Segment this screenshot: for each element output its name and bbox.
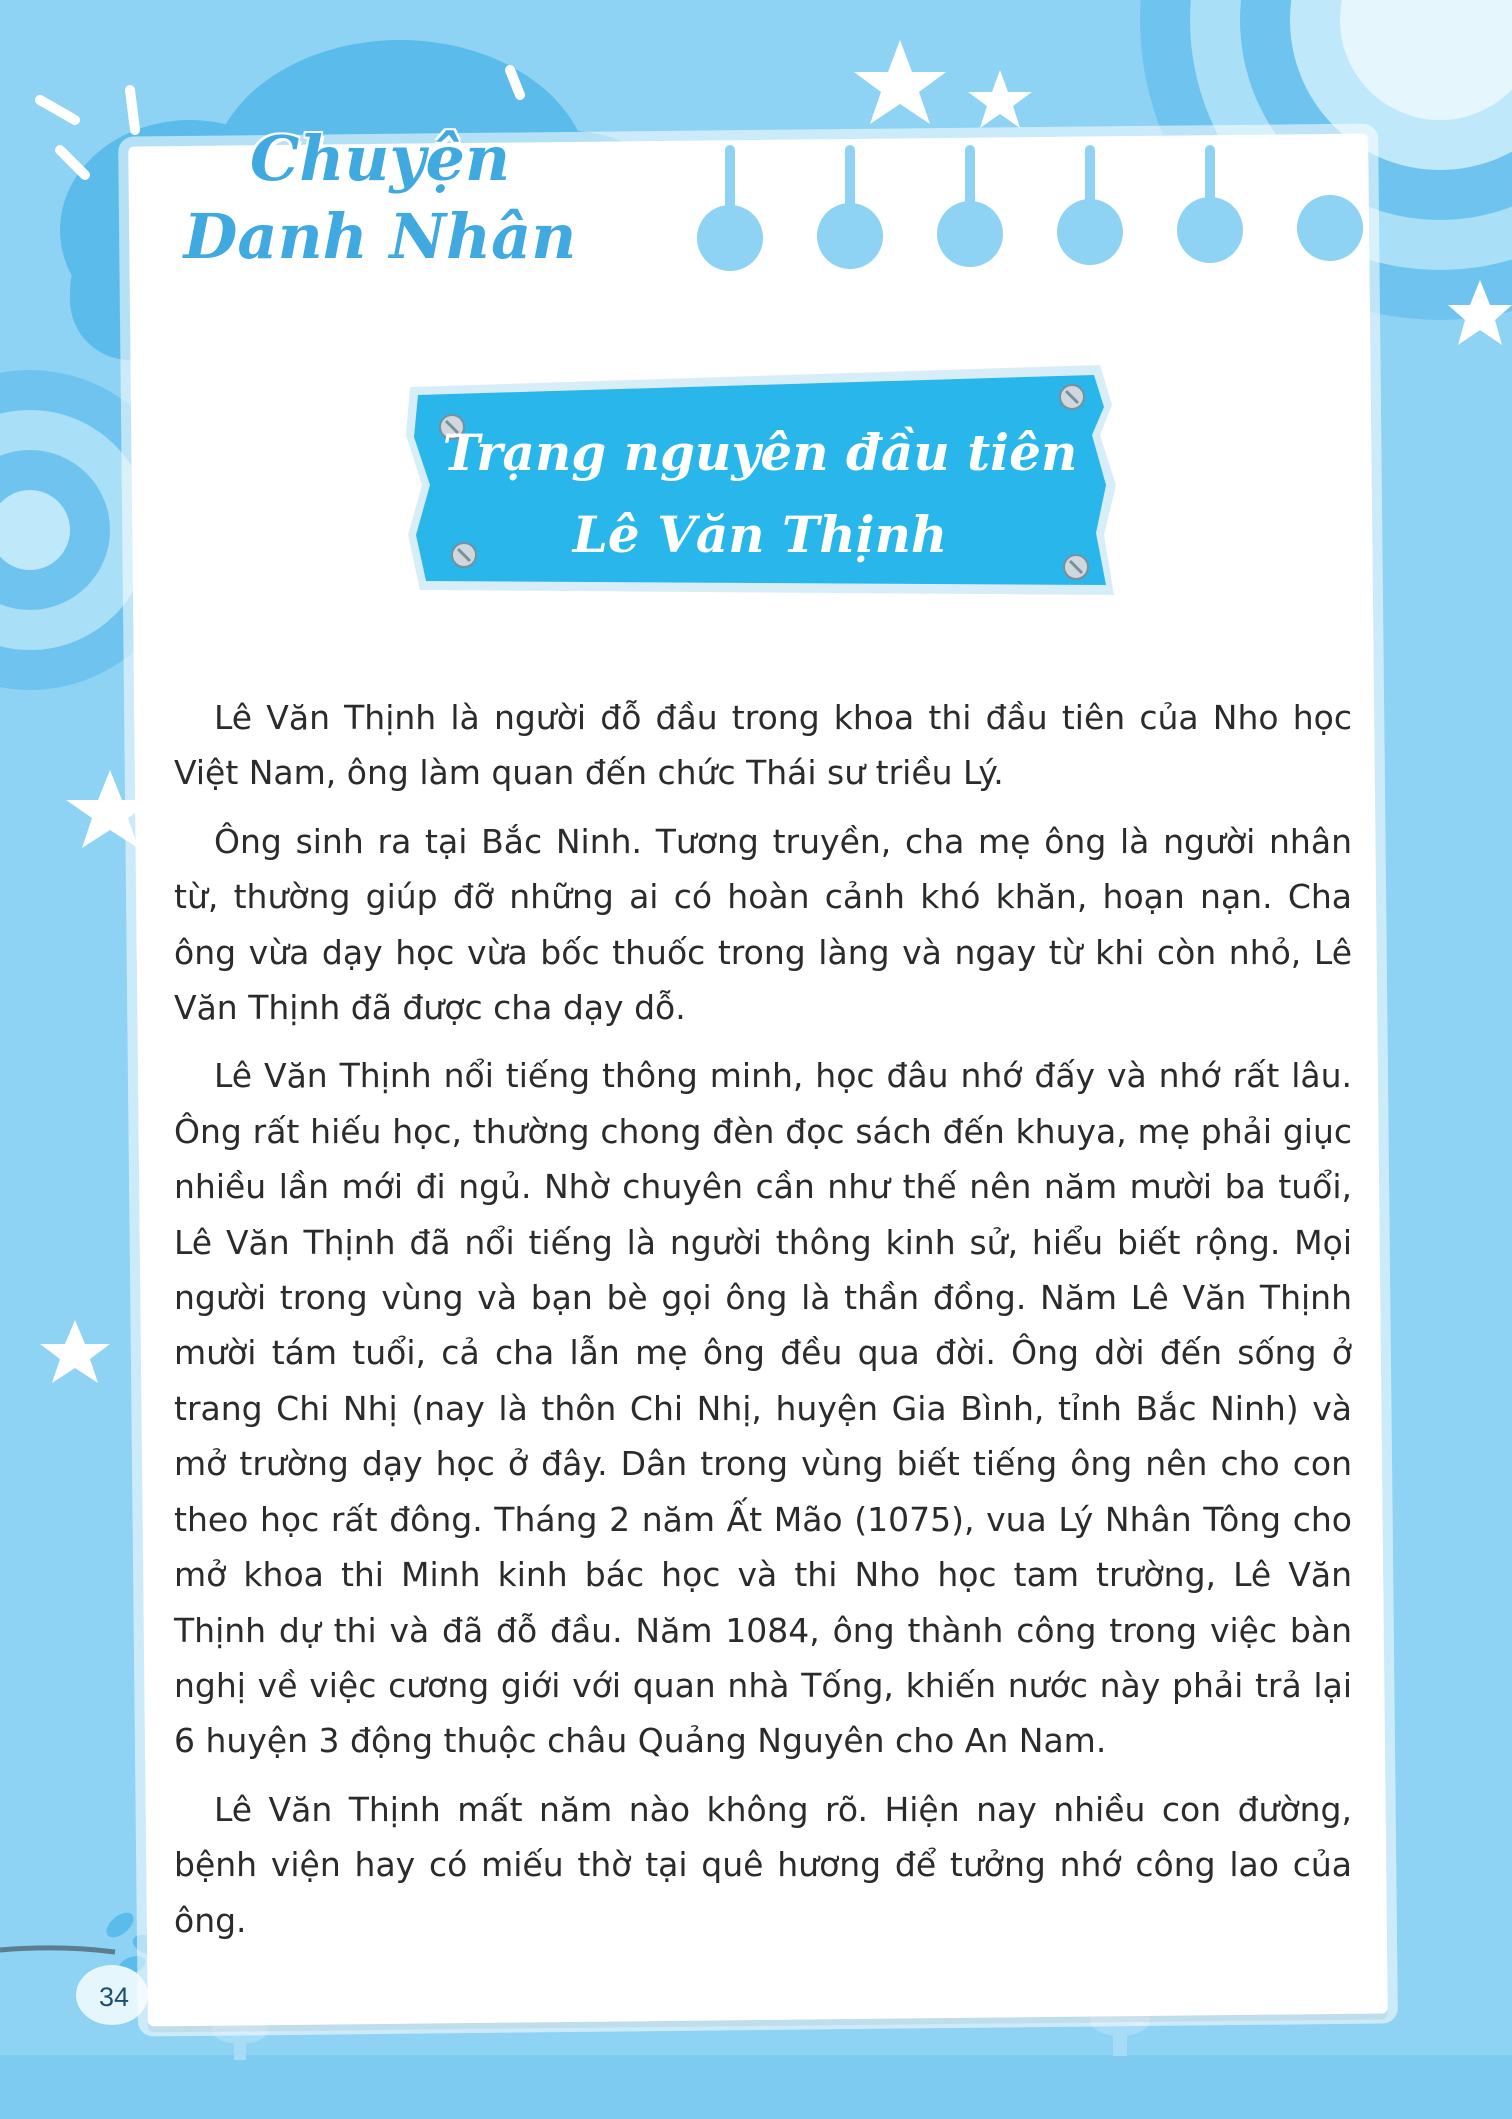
story-body [174, 690, 1352, 1961]
story-title-line2: Lê Văn Thịnh [572, 505, 948, 564]
series-title-line1: Chuyện [249, 122, 511, 195]
paragraph-1: Lê Văn Thịnh là người đỗ đầu trong khoa thi đầu tiên của Nho học Việt Nam, ông làm quan đến chức Thái sư triều Lý. [174, 698, 1352, 793]
story-title [400, 412, 1120, 576]
paragraph-2: Ông sinh ra tại Bắc Ninh. Tương truyền, cha mẹ ông là người nhân từ, thường giúp đỡ những ai có hoàn cảnh khó khăn, hoạn nạn. Cha ông vừa dạy học vừa bốc thuốc trong làng và ngay từ khi còn nhỏ, Lê Văn Thịnh đã được cha dạy dỗ. [174, 821, 1352, 1028]
paragraph-4: Lê Văn Thịnh mất năm nào không rõ. Hiện nay nhiều con đường, bệnh viện hay có miếu thờ tại quê hương để tưởng nhớ công lao của ông. [174, 1789, 1352, 1940]
page-number: 34 [98, 1982, 130, 2012]
story-title-line1: Trạng nguyên đầu tiên [442, 423, 1078, 482]
series-title-line2: Danh Nhân [183, 200, 577, 273]
paragraph-3: Lê Văn Thịnh nổi tiếng thông minh, học đâu nhớ đấy và nhớ rất lâu. Ông rất hiếu học, thường chong đèn đọc sách đến khuya, mẹ phải giục nhiều lần mới đi ngủ. Nhờ chuyên cần như thế nên năm mười ba tuổi, Lê Văn Thịnh đã nổi tiếng là người thông kinh sử, hiểu biết rộng. Mọi người trong vùng và bạn bè gọi ông là thần đồng. Năm Lê Văn Thịnh mười tám tuổi, cả cha lẫn mẹ ông đều qua đời. Ông dời đến sống ở trang Chi Nhị (nay là thôn Chi Nhị, huyện Gia Bình, tỉnh Bắc Ninh) và mở trường dạy học ở đây. Dân trong vùng biết tiếng ông nên cho con theo học rất đông. Tháng 2 năm Ất Mão (1075), vua Lý Nhân Tông cho mở khoa thi Minh kinh bác học và thi Nho học tam trường, Lê Văn Thịnh dự thi và đã đỗ đầu. Năm 1084, ông thành công trong việc bàn nghị về việc cương giới với quan nhà Tống, khiến nước này phải trả lại 6 huyện 3 động thuộc châu Quảng Nguyên cho An Nam. [174, 1056, 1352, 1761]
series-title [170, 120, 590, 276]
